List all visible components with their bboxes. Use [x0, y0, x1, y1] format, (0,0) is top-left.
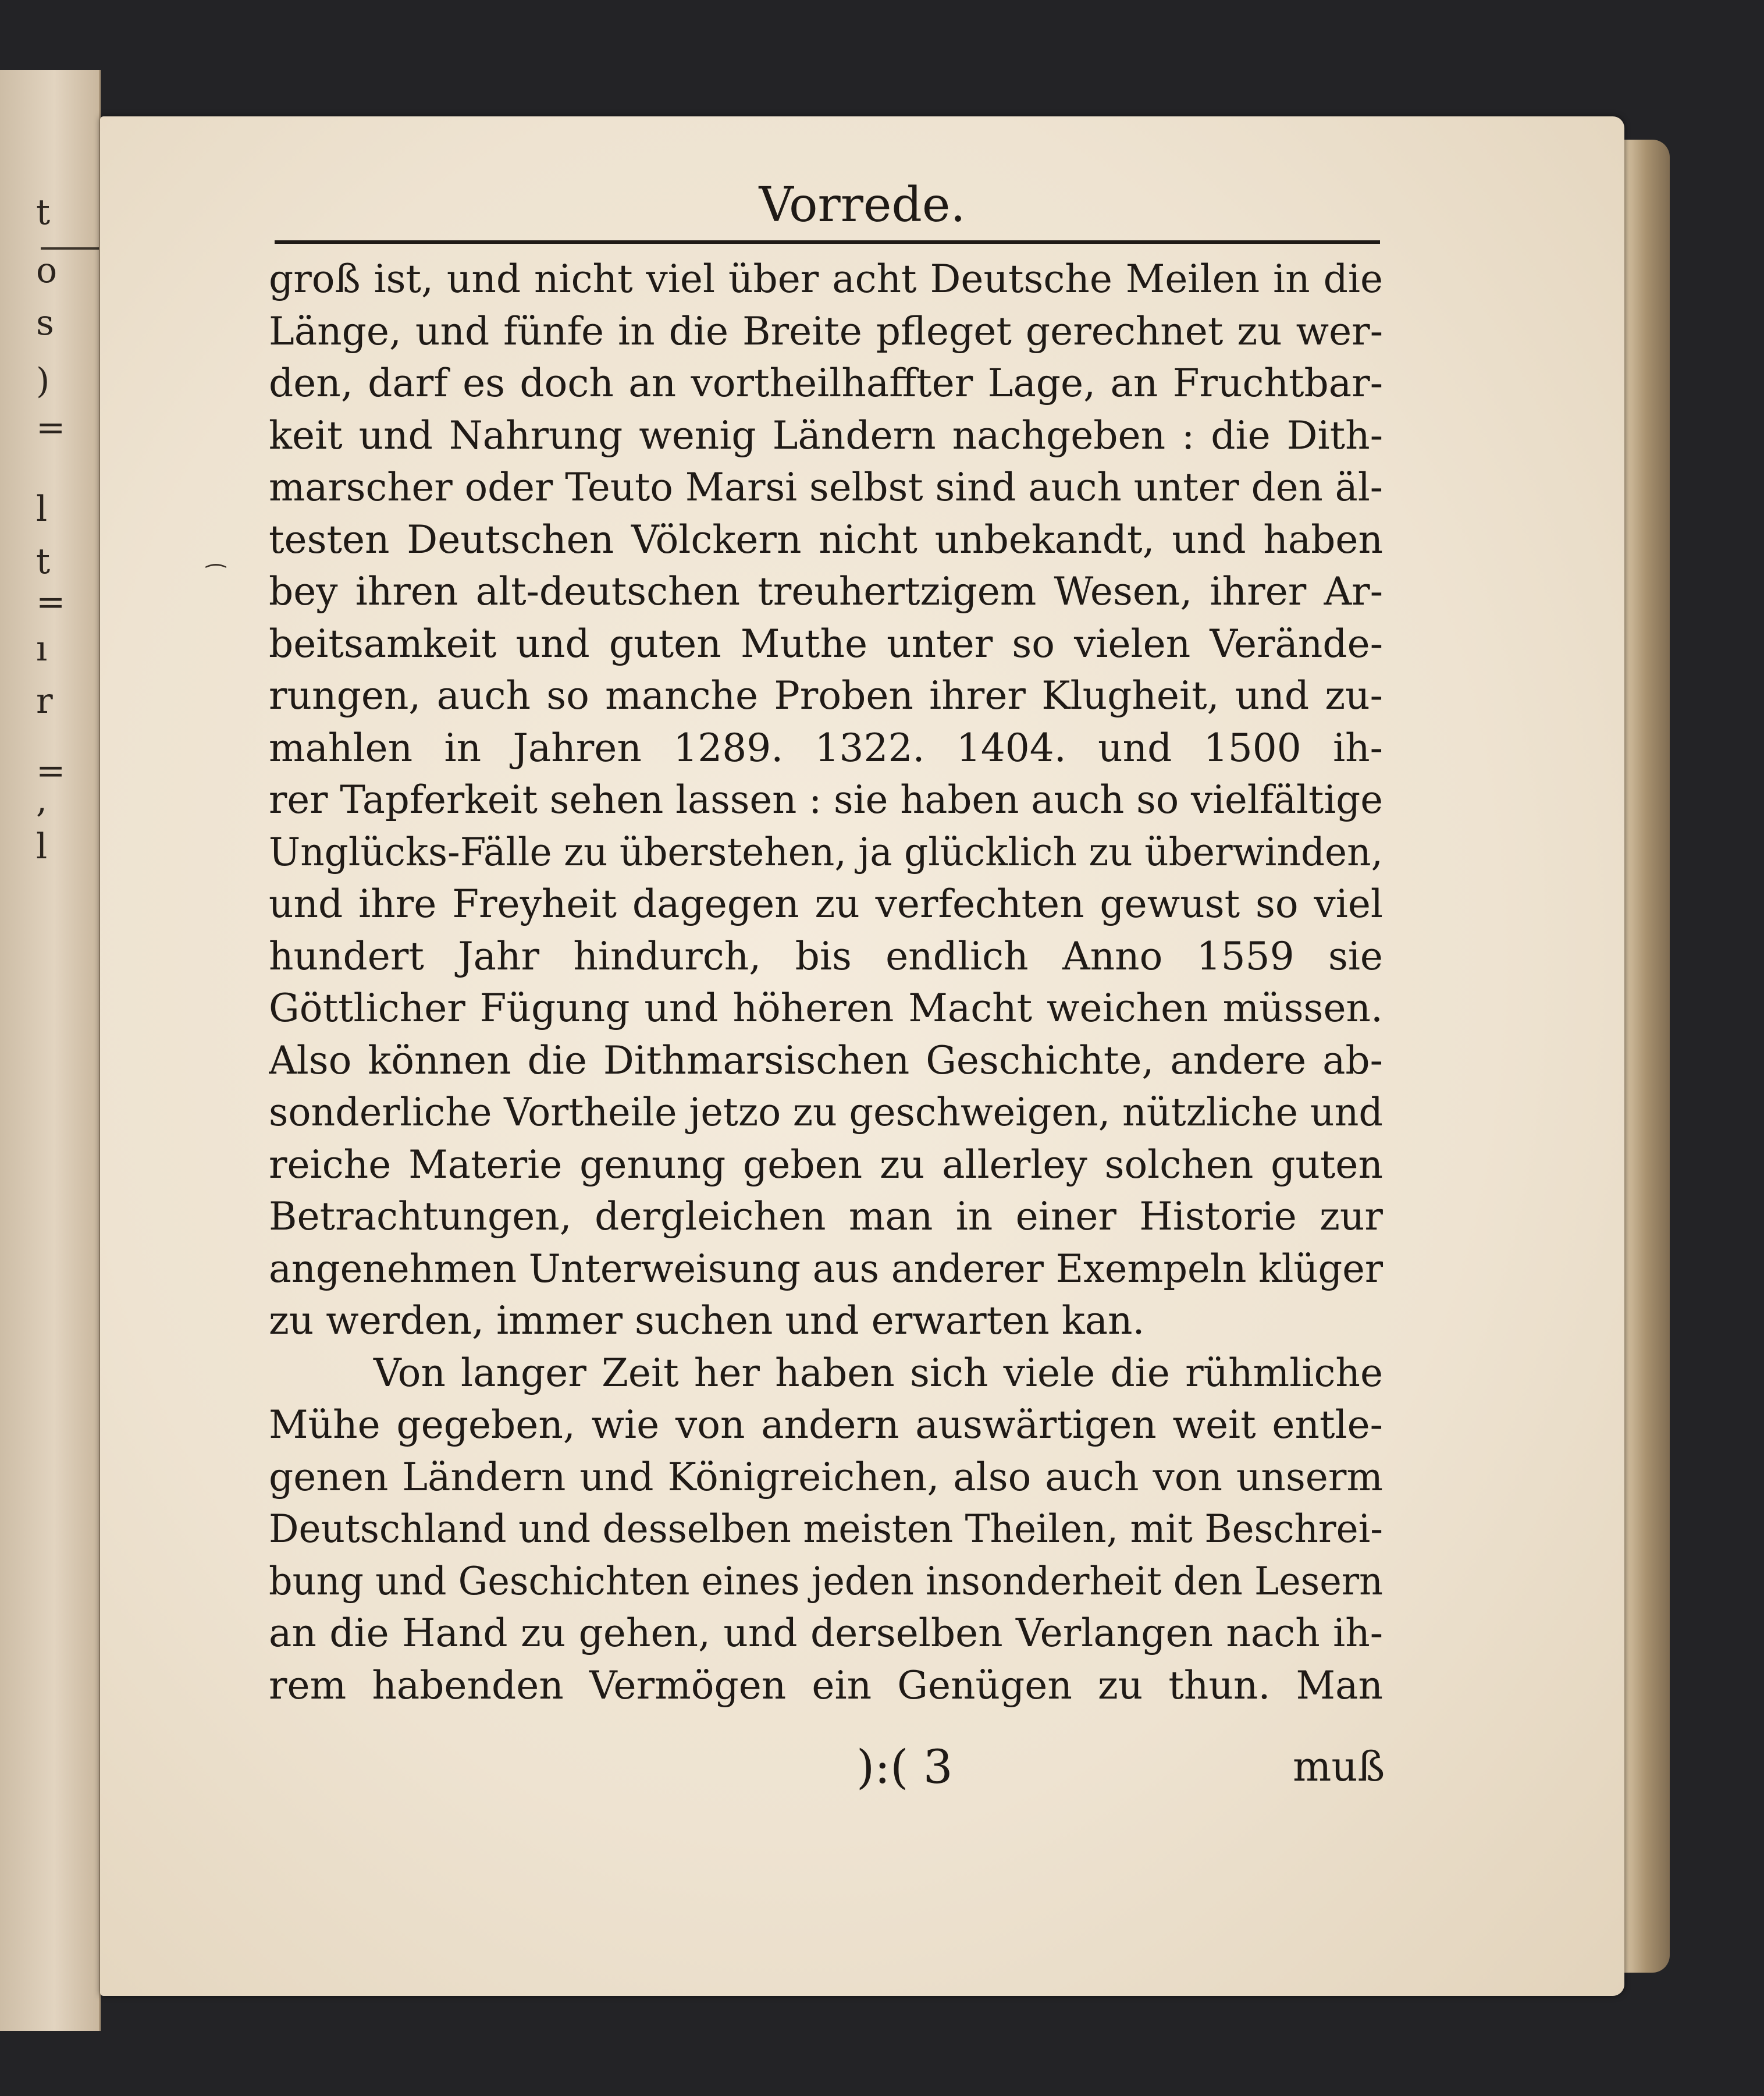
- margin-mark: ⁀: [207, 564, 226, 591]
- text-line: angenehmen Unterweisung aus anderer Exempeln klüger: [269, 1246, 1383, 1291]
- text-line: Also können die Dithmarsischen Geschichte, andere ab-: [269, 1038, 1383, 1083]
- text-line: bung und Geschichten eines jeden insonderheit den Lesern: [269, 1558, 1383, 1604]
- text-line: hundert Jahr hindurch, bis endlich Anno 1559 sie: [269, 933, 1383, 979]
- margin-letter: ): [36, 361, 50, 402]
- text-line: Länge, und fünfe in die Breite pfleget gerechnet zu wer-: [269, 308, 1383, 354]
- text-line: Göttlicher Fügung und höheren Macht weichen müssen.: [269, 986, 1383, 1031]
- signature-mark: ):( 3: [856, 1740, 953, 1794]
- text-line: zu werden, immer suchen und erwarten kan.: [269, 1298, 1145, 1343]
- book-page: [100, 116, 1624, 1996]
- margin-letter: l: [36, 489, 48, 530]
- text-line: bey ihren alt-deutschen treuhertzigem Wesen, ihrer Ar-: [269, 569, 1383, 614]
- text-line: Betrachtungen, dergleichen man in einer Historie zur: [269, 1194, 1383, 1239]
- text-line: genen Ländern und Königreichen, also auch von unserm: [269, 1454, 1383, 1500]
- margin-letter: l: [36, 826, 48, 867]
- margin-letter: =: [36, 407, 66, 448]
- text-line: Mühe gegeben, wie von andern auswärtigen weit entle-: [269, 1402, 1383, 1447]
- text-line: beitsamkeit und guten Muthe unter so vielen Verände-: [269, 621, 1383, 666]
- text-line: marscher oder Teuto Marsi selbst sind auch unter den äl-: [269, 465, 1383, 510]
- margin-letter: r: [36, 681, 53, 722]
- left-page-rule: [41, 247, 99, 250]
- left-page-edge: [0, 70, 101, 2031]
- margin-letter: t: [36, 541, 51, 582]
- text-line: und ihre Freyheit dagegen zu verfechten gewust so viel: [269, 882, 1383, 926]
- text-line: Deutschland und desselben meisten Theilen, mit Beschrei-: [269, 1507, 1383, 1551]
- text-line: an die Hand zu gehen, und derselben Verlangen nach ih-: [269, 1611, 1383, 1656]
- text-line: rer Tapferkeit sehen lassen : sie haben auch so vielfältige: [269, 777, 1383, 822]
- margin-letter: ı: [36, 628, 48, 669]
- text-line: rungen, auch so manche Proben ihrer Klugheit, und zu-: [269, 673, 1383, 718]
- text-line: groß ist, und nicht viel über acht Deutsche Meilen in die: [269, 257, 1383, 301]
- text-line: testen Deutschen Völckern nicht unbekandt, und haben: [269, 517, 1383, 562]
- body-text: [269, 253, 1383, 1711]
- running-header: Vorrede.: [759, 177, 966, 233]
- margin-letter: ,: [36, 780, 48, 820]
- margin-letter: =: [36, 582, 66, 623]
- text-line: Von langer Zeit her haben sich viele die rühmliche: [374, 1350, 1383, 1395]
- text-line: rem habenden Vermögen ein Genügen zu thun. Man: [269, 1662, 1383, 1708]
- margin-letter: t: [36, 192, 51, 233]
- header-rule: [275, 240, 1380, 244]
- text-line: den, darf es doch an vortheilhaffter Lage, an Fruchtbar-: [269, 361, 1383, 406]
- text-line: sonderliche Vortheile jetzo zu geschweigen, nützliche und: [269, 1090, 1383, 1135]
- margin-letter: =: [36, 751, 66, 791]
- text-line: mahlen in Jahren 1289. 1322. 1404. und 1500 ih-: [269, 725, 1383, 770]
- catchword: muß: [1293, 1743, 1385, 1791]
- margin-letter: o: [36, 250, 58, 291]
- margin-letter: s: [36, 303, 54, 343]
- text-line: Unglücks-Fälle zu überstehen, ja glücklich zu überwinden,: [269, 829, 1383, 875]
- text-line: keit und Nahrung wenig Ländern nachgeben : die Dith-: [269, 413, 1383, 458]
- text-line: reiche Materie genung geben zu allerley solchen guten: [269, 1142, 1383, 1187]
